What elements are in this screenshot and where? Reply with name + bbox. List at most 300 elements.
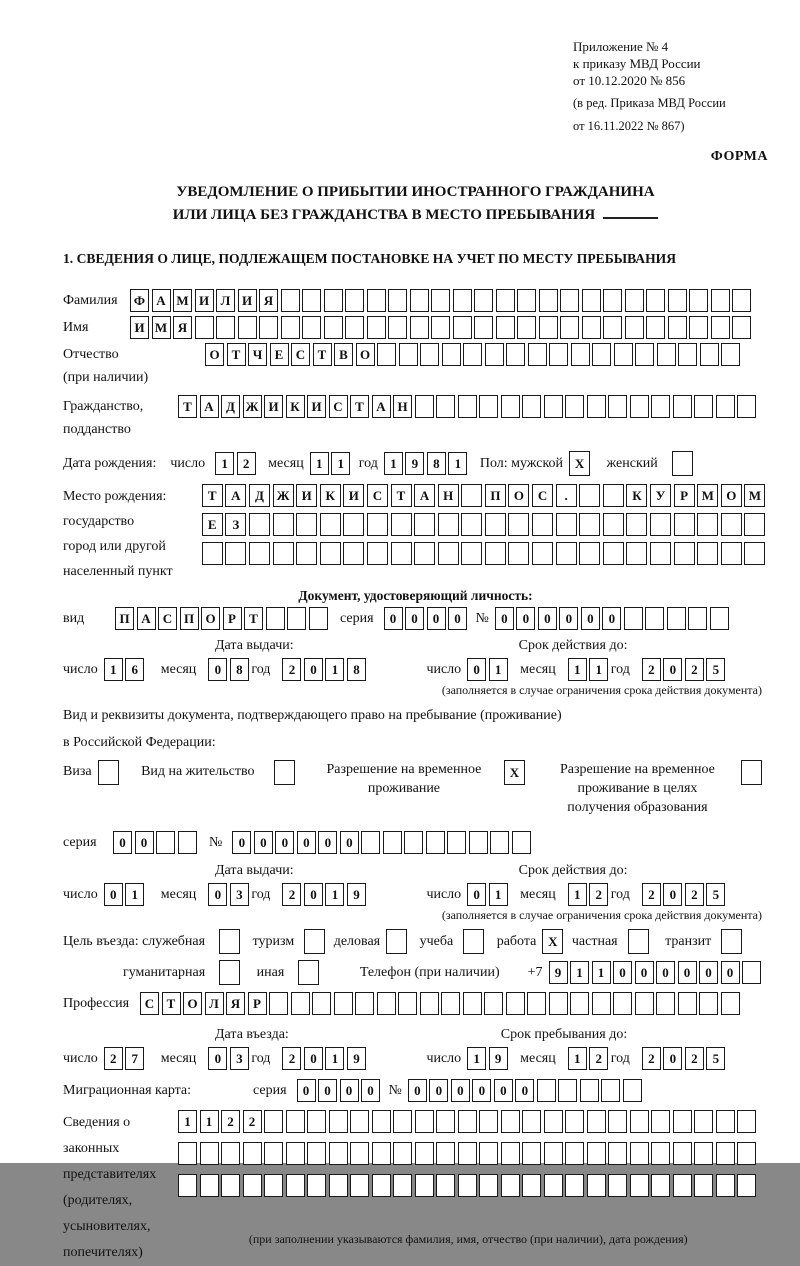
- cell-box[interactable]: [699, 992, 718, 1015]
- cell-box[interactable]: [721, 513, 742, 536]
- cell-box[interactable]: 1: [310, 452, 329, 475]
- cell-box[interactable]: [694, 395, 713, 418]
- cell-box[interactable]: [372, 1142, 391, 1165]
- cell-box[interactable]: [672, 451, 693, 476]
- cell-box[interactable]: [415, 395, 434, 418]
- cell-box[interactable]: [343, 542, 364, 565]
- cell-box[interactable]: [273, 542, 294, 565]
- cell-box[interactable]: 0: [495, 607, 514, 630]
- cell-box[interactable]: [178, 1174, 197, 1197]
- cell-box[interactable]: [694, 1174, 713, 1197]
- cell-box[interactable]: [98, 760, 119, 785]
- cell-box[interactable]: 2: [685, 658, 704, 681]
- cell-box[interactable]: [286, 1110, 305, 1133]
- cell-box[interactable]: А: [414, 484, 435, 507]
- cell-box[interactable]: [522, 1142, 541, 1165]
- cell-box[interactable]: [269, 992, 288, 1015]
- cell-box[interactable]: [156, 831, 175, 854]
- cell-box[interactable]: 0: [304, 1047, 323, 1070]
- cell-box[interactable]: 2: [243, 1110, 262, 1133]
- cell-box[interactable]: Я: [259, 289, 278, 312]
- cell-box[interactable]: О: [201, 607, 220, 630]
- cell-box[interactable]: [608, 1174, 627, 1197]
- cell-box[interactable]: 2: [221, 1110, 240, 1133]
- entry-day-cells[interactable]: [104, 1047, 147, 1070]
- cell-box[interactable]: [393, 1110, 412, 1133]
- cell-box[interactable]: [461, 513, 482, 536]
- cell-box[interactable]: [689, 289, 708, 312]
- cell-box[interactable]: Ж: [243, 395, 262, 418]
- cell-box[interactable]: [195, 316, 214, 339]
- sex-male-checkbox[interactable]: [569, 451, 593, 476]
- cell-box[interactable]: 0: [613, 961, 632, 984]
- cell-box[interactable]: 1: [448, 452, 467, 475]
- cell-box[interactable]: [522, 395, 541, 418]
- cell-box[interactable]: [630, 1110, 649, 1133]
- cell-box[interactable]: [556, 542, 577, 565]
- cell-box[interactable]: 0: [135, 831, 154, 854]
- cell-box[interactable]: И: [264, 395, 283, 418]
- residence-permit-checkbox[interactable]: [274, 760, 298, 785]
- cell-box[interactable]: [350, 1110, 369, 1133]
- cell-box[interactable]: К: [626, 484, 647, 507]
- cell-box[interactable]: [372, 1174, 391, 1197]
- cell-box[interactable]: [496, 289, 515, 312]
- cell-box[interactable]: И: [238, 289, 257, 312]
- cell-box[interactable]: 7: [125, 1047, 144, 1070]
- cell-box[interactable]: Д: [249, 484, 270, 507]
- cell-box[interactable]: 1: [325, 883, 344, 906]
- cell-box[interactable]: 0: [678, 961, 697, 984]
- cell-box[interactable]: К: [320, 484, 341, 507]
- cell-box[interactable]: [350, 1142, 369, 1165]
- cell-box[interactable]: О: [183, 992, 202, 1015]
- cell-box[interactable]: [580, 1079, 599, 1102]
- cell-box[interactable]: [485, 343, 504, 366]
- cell-box[interactable]: А: [152, 289, 171, 312]
- profession-cells[interactable]: [140, 992, 742, 1015]
- cell-box[interactable]: [243, 1174, 262, 1197]
- cell-box[interactable]: [273, 513, 294, 536]
- legal-reps-cells-row3[interactable]: [178, 1174, 759, 1197]
- mc-number-cells[interactable]: [408, 1079, 645, 1102]
- cell-box[interactable]: [603, 542, 624, 565]
- cell-box[interactable]: 2: [282, 1047, 301, 1070]
- purpose-other-checkbox[interactable]: [298, 960, 322, 985]
- cell-box[interactable]: [544, 1174, 563, 1197]
- cell-box[interactable]: [274, 760, 295, 785]
- cell-box[interactable]: 1: [568, 883, 587, 906]
- cell-box[interactable]: [528, 343, 547, 366]
- cell-box[interactable]: [216, 316, 235, 339]
- cell-box[interactable]: [484, 992, 503, 1015]
- cell-box[interactable]: В: [334, 343, 353, 366]
- cell-box[interactable]: 0: [208, 883, 227, 906]
- cell-box[interactable]: [345, 289, 364, 312]
- cell-box[interactable]: [501, 1110, 520, 1133]
- cell-box[interactable]: [398, 992, 417, 1015]
- cell-box[interactable]: О: [721, 484, 742, 507]
- cell-box[interactable]: [716, 395, 735, 418]
- cell-box[interactable]: [329, 1142, 348, 1165]
- cell-box[interactable]: У: [650, 484, 671, 507]
- cell-box[interactable]: [549, 343, 568, 366]
- cell-box[interactable]: И: [195, 289, 214, 312]
- cell-box[interactable]: П: [485, 484, 506, 507]
- cell-box[interactable]: 2: [642, 883, 661, 906]
- cell-box[interactable]: [711, 289, 730, 312]
- cell-box[interactable]: [721, 343, 740, 366]
- doc-issue-year-cells[interactable]: [282, 658, 368, 681]
- cell-box[interactable]: [651, 1110, 670, 1133]
- cell-box[interactable]: Т: [162, 992, 181, 1015]
- cell-box[interactable]: [307, 1110, 326, 1133]
- cell-box[interactable]: 9: [489, 1047, 508, 1070]
- cell-box[interactable]: [630, 1174, 649, 1197]
- cell-box[interactable]: [496, 316, 515, 339]
- cell-box[interactable]: 0: [297, 831, 316, 854]
- cell-box[interactable]: [646, 316, 665, 339]
- cell-box[interactable]: 9: [347, 1047, 366, 1070]
- cell-box[interactable]: [485, 513, 506, 536]
- cell-box[interactable]: [367, 316, 386, 339]
- cell-box[interactable]: 2: [589, 1047, 608, 1070]
- cell-box[interactable]: 8: [230, 658, 249, 681]
- cell-box[interactable]: 0: [384, 607, 403, 630]
- rd-valid-year-cells[interactable]: [642, 883, 728, 906]
- birthplace-cells-row3[interactable]: [202, 542, 768, 565]
- cell-box[interactable]: [582, 289, 601, 312]
- sex-female-checkbox[interactable]: [672, 451, 696, 476]
- cell-box[interactable]: [383, 831, 402, 854]
- cell-box[interactable]: [461, 484, 482, 507]
- doc-issue-month-cells[interactable]: [208, 658, 251, 681]
- cell-box[interactable]: Т: [244, 607, 263, 630]
- cell-box[interactable]: [320, 513, 341, 536]
- cell-box[interactable]: [307, 1142, 326, 1165]
- cell-box[interactable]: [623, 1079, 642, 1102]
- cell-box[interactable]: [508, 513, 529, 536]
- cell-box[interactable]: [512, 831, 531, 854]
- cell-box[interactable]: [436, 1110, 455, 1133]
- cell-box[interactable]: [291, 992, 310, 1015]
- cell-box[interactable]: 1: [467, 1047, 486, 1070]
- cell-box[interactable]: С: [329, 395, 348, 418]
- stay-day-cells[interactable]: [467, 1047, 510, 1070]
- cell-box[interactable]: [689, 316, 708, 339]
- cell-box[interactable]: 0: [467, 658, 486, 681]
- cell-box[interactable]: [415, 1110, 434, 1133]
- cell-box[interactable]: 1: [568, 1047, 587, 1070]
- purpose-humanitarian-checkbox[interactable]: [219, 960, 243, 985]
- cell-box[interactable]: И: [130, 316, 149, 339]
- cell-box[interactable]: [732, 316, 751, 339]
- cell-box[interactable]: [737, 1142, 756, 1165]
- cell-box[interactable]: [678, 992, 697, 1015]
- cell-box[interactable]: 8: [347, 658, 366, 681]
- cell-box[interactable]: X: [542, 929, 563, 954]
- cell-box[interactable]: 0: [448, 607, 467, 630]
- cell-box[interactable]: [544, 1142, 563, 1165]
- cell-box[interactable]: [645, 607, 664, 630]
- cell-box[interactable]: [614, 343, 633, 366]
- cell-box[interactable]: [668, 289, 687, 312]
- cell-box[interactable]: [415, 1174, 434, 1197]
- cell-box[interactable]: [601, 1079, 620, 1102]
- cell-box[interactable]: П: [180, 607, 199, 630]
- cell-box[interactable]: [673, 1174, 692, 1197]
- cell-box[interactable]: А: [200, 395, 219, 418]
- entry-year-cells[interactable]: [282, 1047, 368, 1070]
- cell-box[interactable]: [458, 1110, 477, 1133]
- cell-box[interactable]: [404, 831, 423, 854]
- cell-box[interactable]: [334, 992, 353, 1015]
- cell-box[interactable]: [579, 484, 600, 507]
- cell-box[interactable]: 0: [340, 1079, 359, 1102]
- cell-box[interactable]: М: [173, 289, 192, 312]
- cell-box[interactable]: [178, 1142, 197, 1165]
- cell-box[interactable]: [461, 542, 482, 565]
- cell-box[interactable]: 0: [472, 1079, 491, 1102]
- cell-box[interactable]: П: [115, 607, 134, 630]
- cell-box[interactable]: [453, 316, 472, 339]
- cell-box[interactable]: [673, 1110, 692, 1133]
- cell-box[interactable]: И: [307, 395, 326, 418]
- cell-box[interactable]: [474, 316, 493, 339]
- cell-box[interactable]: [298, 960, 319, 985]
- cell-box[interactable]: [674, 542, 695, 565]
- cell-box[interactable]: [657, 343, 676, 366]
- stay-month-cells[interactable]: [568, 1047, 611, 1070]
- cell-box[interactable]: [560, 289, 579, 312]
- cell-box[interactable]: 1: [325, 1047, 344, 1070]
- cell-box[interactable]: С: [291, 343, 310, 366]
- cell-box[interactable]: 9: [549, 961, 568, 984]
- cell-box[interactable]: [377, 992, 396, 1015]
- cell-box[interactable]: 1: [200, 1110, 219, 1133]
- purpose-business-checkbox[interactable]: [386, 929, 410, 954]
- cell-box[interactable]: [442, 343, 461, 366]
- cell-box[interactable]: [329, 1174, 348, 1197]
- cell-box[interactable]: Я: [173, 316, 192, 339]
- cell-box[interactable]: 1: [178, 1110, 197, 1133]
- cell-box[interactable]: 2: [642, 1047, 661, 1070]
- cell-box[interactable]: Ж: [273, 484, 294, 507]
- cell-box[interactable]: [556, 513, 577, 536]
- cell-box[interactable]: [656, 992, 675, 1015]
- cell-box[interactable]: [579, 542, 600, 565]
- cell-box[interactable]: Т: [313, 343, 332, 366]
- cell-box[interactable]: 1: [104, 658, 123, 681]
- cell-box[interactable]: [361, 831, 380, 854]
- cell-box[interactable]: [463, 929, 484, 954]
- cell-box[interactable]: [367, 513, 388, 536]
- cell-box[interactable]: [565, 1174, 584, 1197]
- temp-residence-edu-checkbox[interactable]: [741, 760, 765, 785]
- doc-valid-day-cells[interactable]: [467, 658, 510, 681]
- cell-box[interactable]: [441, 992, 460, 1015]
- cell-box[interactable]: [281, 316, 300, 339]
- cell-box[interactable]: [587, 1110, 606, 1133]
- cell-box[interactable]: М: [152, 316, 171, 339]
- cell-box[interactable]: [200, 1174, 219, 1197]
- cell-box[interactable]: [716, 1110, 735, 1133]
- cell-box[interactable]: 2: [685, 883, 704, 906]
- cell-box[interactable]: [463, 343, 482, 366]
- cell-box[interactable]: [431, 289, 450, 312]
- cell-box[interactable]: [219, 929, 240, 954]
- cell-box[interactable]: [650, 542, 671, 565]
- cell-box[interactable]: [603, 513, 624, 536]
- cell-box[interactable]: Е: [202, 513, 223, 536]
- cell-box[interactable]: 2: [282, 883, 301, 906]
- cell-box[interactable]: [458, 395, 477, 418]
- cell-box[interactable]: [650, 513, 671, 536]
- cell-box[interactable]: О: [508, 484, 529, 507]
- cell-box[interactable]: [560, 316, 579, 339]
- mc-seriya-cells[interactable]: [297, 1079, 383, 1102]
- cell-box[interactable]: Н: [438, 484, 459, 507]
- cell-box[interactable]: [532, 513, 553, 536]
- cell-box[interactable]: 9: [347, 883, 366, 906]
- cell-box[interactable]: [436, 1174, 455, 1197]
- cell-box[interactable]: [420, 992, 439, 1015]
- cell-box[interactable]: [517, 289, 536, 312]
- cell-box[interactable]: 2: [589, 883, 608, 906]
- rd-issue-year-cells[interactable]: [282, 883, 368, 906]
- cell-box[interactable]: [266, 607, 285, 630]
- cell-box[interactable]: [372, 1110, 391, 1133]
- cell-box[interactable]: [628, 929, 649, 954]
- cell-box[interactable]: [721, 929, 742, 954]
- cell-box[interactable]: 1: [384, 452, 403, 475]
- cell-box[interactable]: 0: [656, 961, 675, 984]
- cell-box[interactable]: [624, 607, 643, 630]
- cell-box[interactable]: [668, 316, 687, 339]
- cell-box[interactable]: 2: [237, 452, 256, 475]
- cell-box[interactable]: [626, 513, 647, 536]
- cell-box[interactable]: [249, 513, 270, 536]
- cell-box[interactable]: [221, 1174, 240, 1197]
- cell-box[interactable]: 0: [304, 658, 323, 681]
- cell-box[interactable]: 0: [208, 1047, 227, 1070]
- cell-box[interactable]: Т: [350, 395, 369, 418]
- cell-box[interactable]: 0: [318, 831, 337, 854]
- cell-box[interactable]: [700, 343, 719, 366]
- cell-box[interactable]: [608, 395, 627, 418]
- cell-box[interactable]: [646, 289, 665, 312]
- cell-box[interactable]: [463, 992, 482, 1015]
- cell-box[interactable]: Я: [226, 992, 245, 1015]
- cell-box[interactable]: X: [504, 760, 525, 785]
- cell-box[interactable]: 5: [706, 1047, 725, 1070]
- entry-month-cells[interactable]: [208, 1047, 251, 1070]
- cell-box[interactable]: [630, 1142, 649, 1165]
- cell-box[interactable]: [625, 316, 644, 339]
- cell-box[interactable]: 0: [104, 883, 123, 906]
- cell-box[interactable]: [697, 513, 718, 536]
- legal-reps-cells-row1[interactable]: [178, 1110, 759, 1133]
- cell-box[interactable]: [506, 992, 525, 1015]
- cell-box[interactable]: [587, 1174, 606, 1197]
- cell-box[interactable]: [626, 542, 647, 565]
- cell-box[interactable]: [343, 513, 364, 536]
- cell-box[interactable]: [393, 1142, 412, 1165]
- cell-box[interactable]: [367, 542, 388, 565]
- cell-box[interactable]: 0: [516, 607, 535, 630]
- cell-box[interactable]: [474, 289, 493, 312]
- temp-residence-checkbox[interactable]: [504, 760, 528, 785]
- cell-box[interactable]: [716, 1174, 735, 1197]
- cell-box[interactable]: Л: [205, 992, 224, 1015]
- purpose-private-checkbox[interactable]: [628, 929, 652, 954]
- cell-box[interactable]: 0: [113, 831, 132, 854]
- cell-box[interactable]: [508, 542, 529, 565]
- cell-box[interactable]: [741, 760, 762, 785]
- cell-box[interactable]: 1: [570, 961, 589, 984]
- cell-box[interactable]: [350, 1174, 369, 1197]
- purpose-transit-checkbox[interactable]: [721, 929, 745, 954]
- cell-box[interactable]: [415, 1142, 434, 1165]
- cell-box[interactable]: [744, 542, 765, 565]
- doc-type-cells[interactable]: [115, 607, 330, 630]
- cell-box[interactable]: [377, 343, 396, 366]
- patronymic-cells[interactable]: [205, 343, 743, 366]
- doc-number-cells[interactable]: [495, 607, 732, 630]
- cell-box[interactable]: 1: [489, 658, 508, 681]
- rd-number-cells[interactable]: [232, 831, 533, 854]
- cell-box[interactable]: [264, 1110, 283, 1133]
- cell-box[interactable]: [592, 992, 611, 1015]
- cell-box[interactable]: [345, 316, 364, 339]
- doc-seriya-cells[interactable]: [384, 607, 470, 630]
- cell-box[interactable]: [737, 1110, 756, 1133]
- cell-box[interactable]: [603, 484, 624, 507]
- cell-box[interactable]: С: [532, 484, 553, 507]
- cell-box[interactable]: [479, 1174, 498, 1197]
- cell-box[interactable]: [309, 607, 328, 630]
- cell-box[interactable]: X: [569, 451, 590, 476]
- cell-box[interactable]: [565, 395, 584, 418]
- cell-box[interactable]: 8: [427, 452, 446, 475]
- cell-box[interactable]: 0: [635, 961, 654, 984]
- rd-valid-month-cells[interactable]: [568, 883, 611, 906]
- cell-box[interactable]: [221, 1142, 240, 1165]
- cell-box[interactable]: .: [556, 484, 577, 507]
- cell-box[interactable]: [716, 1142, 735, 1165]
- cell-box[interactable]: [674, 513, 695, 536]
- cell-box[interactable]: [737, 1174, 756, 1197]
- cell-box[interactable]: [537, 1079, 556, 1102]
- cell-box[interactable]: [710, 607, 729, 630]
- cell-box[interactable]: [539, 316, 558, 339]
- cell-box[interactable]: [238, 316, 257, 339]
- cell-box[interactable]: Л: [216, 289, 235, 312]
- cell-box[interactable]: [732, 289, 751, 312]
- doc-issue-day-cells[interactable]: [104, 658, 147, 681]
- cell-box[interactable]: 9: [405, 452, 424, 475]
- cell-box[interactable]: 1: [568, 658, 587, 681]
- cell-box[interactable]: 0: [254, 831, 273, 854]
- cell-box[interactable]: [694, 1110, 713, 1133]
- cell-box[interactable]: [673, 1142, 692, 1165]
- cell-box[interactable]: [296, 513, 317, 536]
- form-number-blank[interactable]: [603, 216, 658, 219]
- cell-box[interactable]: 2: [282, 658, 301, 681]
- cell-box[interactable]: [571, 343, 590, 366]
- cell-box[interactable]: 0: [663, 883, 682, 906]
- cell-box[interactable]: 6: [125, 658, 144, 681]
